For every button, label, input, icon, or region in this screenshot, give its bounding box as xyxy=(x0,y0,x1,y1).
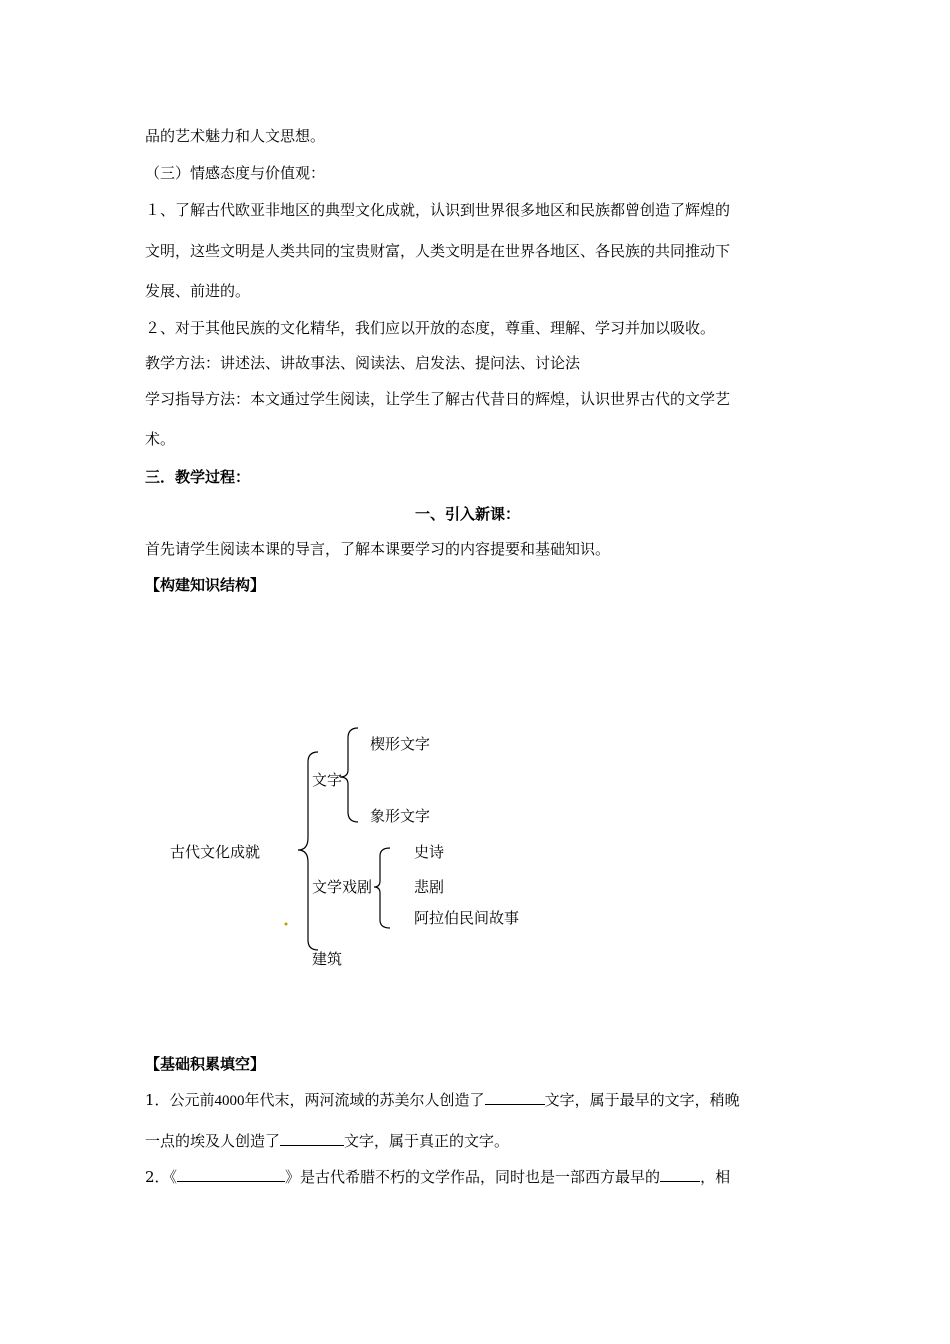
learning-methods: 学习指导方法：本文通过学生阅读，让学生了解古代昔日的辉煌，认识世界古代的文学艺 xyxy=(145,390,731,408)
paragraph-line: ２、对于其他民族的文化精华，我们应以开放的态度，尊重、理解、学习并加以吸收。 xyxy=(145,319,716,337)
tree-literature: 文学戏剧 xyxy=(312,878,373,896)
fill-text: 2．《 xyxy=(145,1168,178,1186)
blank-title[interactable] xyxy=(177,1165,285,1182)
paragraph-line: 发展、前进的。 xyxy=(145,282,251,300)
paragraph-line: 文明，这些文明是人类共同的宝贵财富，人类文明是在世界各地区、各民族的共同推动下 xyxy=(145,242,731,260)
fill-text: ，相 xyxy=(700,1168,731,1186)
stray-dot xyxy=(285,923,288,926)
section-heading-intro: 一、引入新课： xyxy=(415,505,521,523)
fill-text: 》是古代希腊不朽的文学作品，同时也是一部西方最早的 xyxy=(285,1168,661,1186)
paragraph-line: 首先请学生阅读本课的导言，了解本课要学习的内容提要和基础知识。 xyxy=(145,540,611,558)
writing-brace xyxy=(340,728,358,822)
fill-text: 一点的埃及人创造了 xyxy=(145,1132,281,1150)
section-heading-structure: 【构建知识结构】 xyxy=(145,576,266,594)
tree-writing: 文字 xyxy=(312,771,343,789)
paragraph-line: 品的艺术魅力和人文思想。 xyxy=(145,127,326,145)
fill-text: 文字，属于最早的文字，稍晚 xyxy=(544,1091,740,1109)
tree-root: 古代文化成就 xyxy=(170,843,261,861)
tree-arabian: 阿拉伯民间故事 xyxy=(414,909,520,927)
literature-brace xyxy=(374,848,390,928)
fill-text: 文字，属于真正的文字。 xyxy=(344,1132,510,1150)
blank-hieroglyph[interactable] xyxy=(280,1129,344,1146)
fill-text: 1．公元前 xyxy=(145,1091,215,1109)
learning-methods-cont: 术。 xyxy=(145,430,176,448)
tree-cuneiform: 楔形文字 xyxy=(370,735,431,753)
tree-architecture: 建筑 xyxy=(312,950,343,968)
tree-tragedy: 悲剧 xyxy=(414,878,445,896)
teaching-methods: 教学方法：讲述法、讲故事法、阅读法、启发法、提问法、讨论法 xyxy=(145,354,581,372)
fill-text: 4000 xyxy=(214,1093,245,1109)
paragraph-line: １、了解古代欧亚非地区的典型文化成就，认识到世界很多地区和民族都曾创造了辉煌的 xyxy=(145,201,731,219)
section-heading-process: 三．教学过程： xyxy=(145,468,251,486)
section-heading-fill: 【基础积累填空】 xyxy=(145,1055,266,1073)
blank-genre[interactable] xyxy=(660,1165,700,1182)
tree-hieroglyph: 象形文字 xyxy=(370,807,431,825)
fill-question-1-cont xyxy=(145,1129,509,1151)
fill-question-1 xyxy=(145,1088,740,1111)
fill-text: 年代末，两河流域的苏美尔人创造了 xyxy=(244,1091,485,1109)
fill-question-2 xyxy=(145,1165,730,1187)
section-heading-emotion: （三）情感态度与价值观： xyxy=(145,164,326,182)
tree-epic: 史诗 xyxy=(414,843,445,861)
blank-cuneiform[interactable] xyxy=(485,1088,545,1105)
